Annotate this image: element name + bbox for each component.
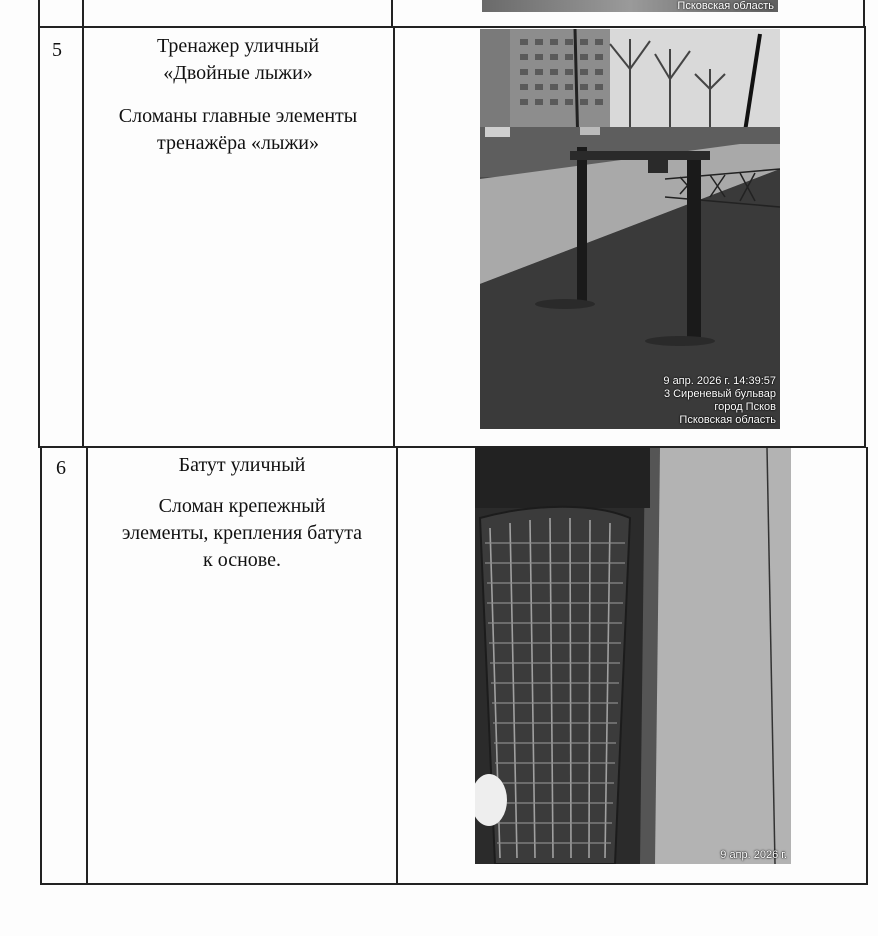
row-5-desc-line1: Сломаны главные элементы [118,105,358,127]
table-vline-left-row6 [40,447,42,885]
previous-photo-stamp: Псковская область [677,0,774,12]
row-5-photo [480,29,780,429]
previous-row-photo [482,0,778,12]
table-vline-left-row5 [38,27,40,447]
ski-trainer-photo-illustration [480,29,780,429]
table-hline-bottom [40,883,868,885]
row-5-photo-stamp: 9 апр. 2026 г. 14:39:57 3 Сиреневый бульвар город Псков Псковская область [663,375,776,426]
table-vline-right-row5 [864,27,866,447]
row-6-desc-line2: элементы, крепления батута [121,522,363,544]
row-6-photo [475,448,791,864]
trampoline-photo-illustration [475,448,791,864]
table-vline-mid-row6 [396,447,398,885]
table-vline-right-row6 [866,447,868,885]
row-5-number: 5 [52,39,62,61]
row-6-desc-line3: к основе. [203,549,281,571]
row-6-desc-line1: Сломан крепежный [158,495,326,517]
table-vline-mid-top [391,0,393,28]
row-6-photo-stamp: 9 апр. 2026 г. [720,849,787,861]
table-vline-num-row6 [86,447,88,885]
table-vline-num-top [82,0,84,28]
row-6-title-line1: Батут уличный [178,454,306,476]
table-vline-num-row5 [82,27,84,447]
table-vline-right-top [863,0,865,28]
table-vline-mid-row5 [393,27,395,447]
row-6-number: 6 [56,457,66,479]
row-5-description [86,33,390,157]
row-5-title-line2: «Двойные лыжи» [163,62,313,84]
table-vline-left-top [38,0,40,28]
table-hline-1 [38,26,866,28]
row-6-description [90,452,394,574]
row-5-desc-line2: тренажёра «лыжи» [157,132,319,154]
row-5-title-line1: Тренажер уличный [156,35,320,57]
